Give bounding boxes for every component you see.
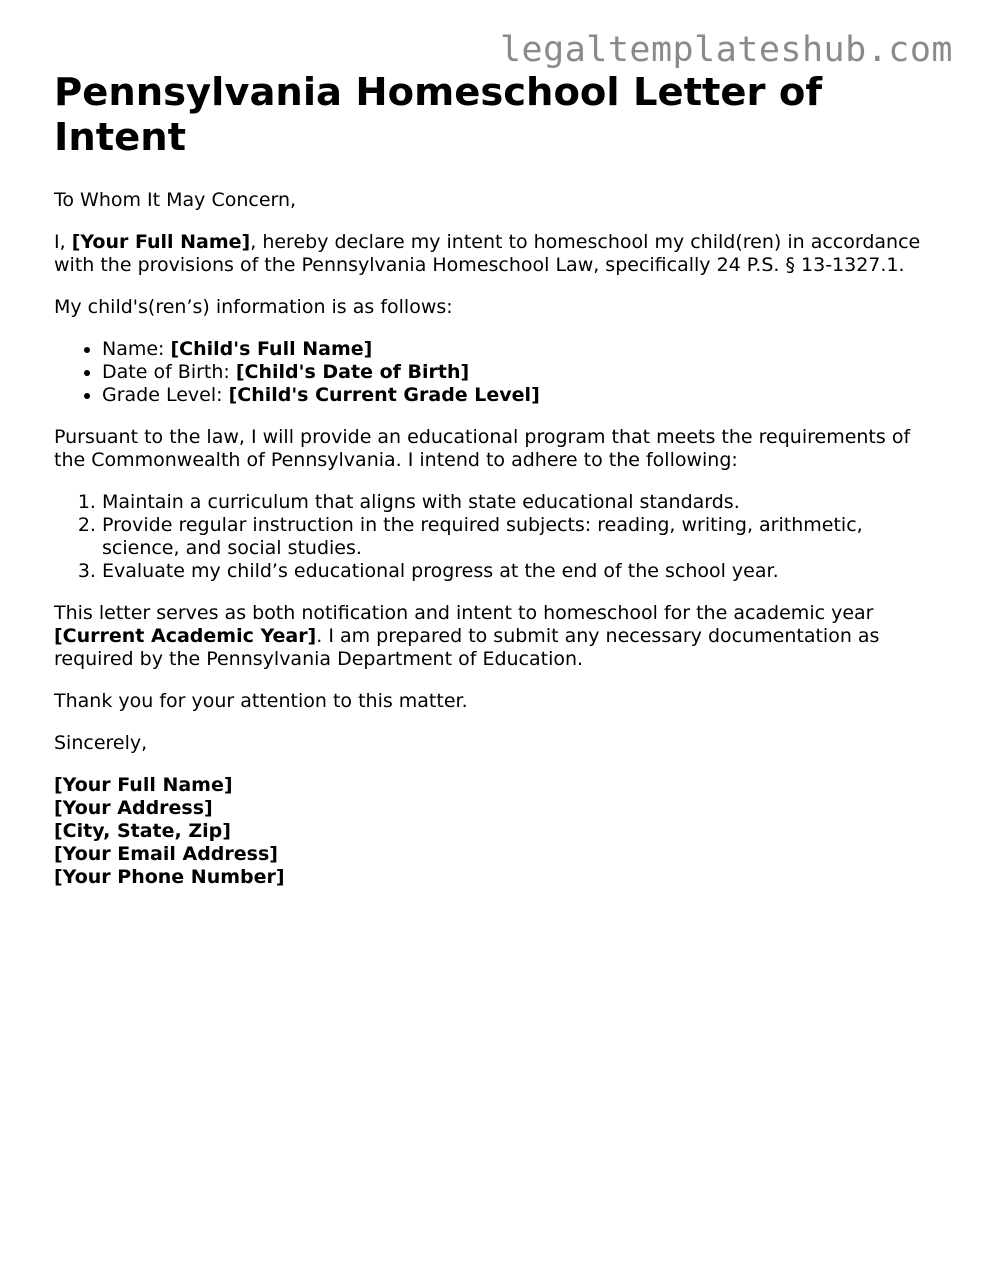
child-info-label: Name: xyxy=(102,338,171,360)
notification-prefix: This letter serves as both notification and intent to homeschool for the academic year xyxy=(54,602,874,624)
greeting: To Whom It May Concern, xyxy=(54,189,297,211)
signature-block xyxy=(54,774,934,889)
commitments-list xyxy=(54,491,934,583)
child-info-item-grade xyxy=(102,384,934,407)
intro-suffix: , hereby declare my intent to homeschool my child(ren) in accordance with the provisions of the Pennsylvania Homeschool Law, specifically 24 P.S. § 13-1327.1. xyxy=(54,231,921,276)
pursuant-paragraph: Pursuant to the law, I will provide an educational program that meets the requirements of the Commonwealth of Pennsylvania. I intend to adhere to the following: xyxy=(54,426,911,471)
child-info-value: [Child's Date of Birth] xyxy=(235,361,470,383)
notification-paragraph xyxy=(54,602,934,671)
signature-email: [Your Email Address] xyxy=(54,843,278,865)
notification-suffix: . I am prepared to submit any necessary documentation as required by the Pennsylvania Department of Education. xyxy=(54,625,880,670)
child-info-value: [Child's Full Name] xyxy=(170,338,373,360)
child-info-item-dob xyxy=(102,361,934,384)
child-info-intro: My child's(ren’s) information is as follows: xyxy=(54,296,453,318)
academic-year-placeholder: [Current Academic Year] xyxy=(54,625,317,647)
letter-document xyxy=(54,70,934,889)
signature-address: [Your Address] xyxy=(54,797,213,819)
child-info-list xyxy=(54,338,934,407)
document-title: Pennsylvania Homeschool Letter of Intent xyxy=(54,70,823,160)
intro-paragraph xyxy=(54,231,934,277)
watermark: legaltemplateshub.com xyxy=(499,30,953,70)
commitment-item: 2. Provide regular instruction in the required subjects: reading, writing, arithmetic, science, and social studies. xyxy=(102,514,934,560)
commitment-item: 1. Maintain a curriculum that aligns with state educational standards. xyxy=(102,491,934,514)
commitment-item: 3. Evaluate my child’s educational progress at the end of the school year. xyxy=(102,560,934,583)
child-info-value: [Child's Current Grade Level] xyxy=(228,384,540,406)
child-info-item-name xyxy=(102,338,934,361)
signature-city-state-zip: [City, State, Zip] xyxy=(54,820,231,842)
intro-prefix: I, xyxy=(54,231,72,253)
signature-phone: [Your Phone Number] xyxy=(54,866,285,888)
signature-name: [Your Full Name] xyxy=(54,774,233,796)
thanks-paragraph: Thank you for your attention to this matter. xyxy=(54,690,468,712)
child-info-label: Date of Birth: xyxy=(102,361,236,383)
closing: Sincerely, xyxy=(54,732,148,754)
full-name-placeholder: [Your Full Name] xyxy=(71,231,251,253)
child-info-label: Grade Level: xyxy=(102,384,229,406)
